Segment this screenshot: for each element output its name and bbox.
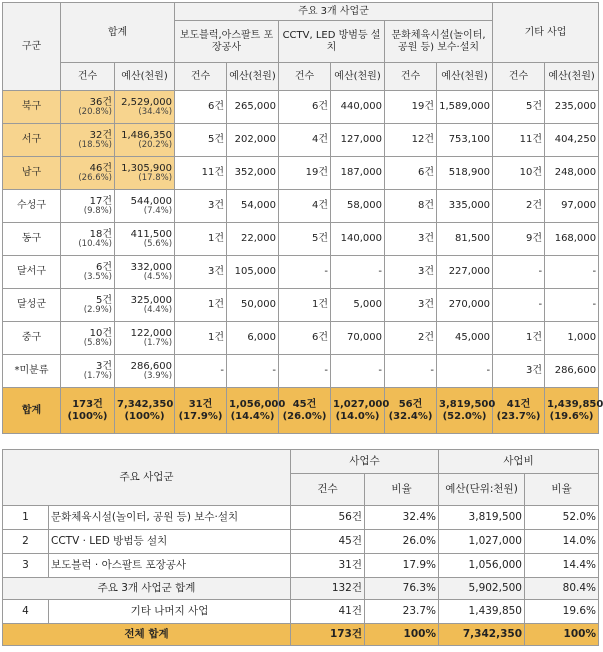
row-name: 합계 bbox=[3, 388, 61, 434]
district-row bbox=[3, 289, 599, 322]
district-row bbox=[3, 322, 599, 355]
budget-cell: 97,000 bbox=[545, 190, 599, 223]
count-cell: 6건 bbox=[385, 157, 437, 190]
header-count: 건수 bbox=[175, 63, 227, 91]
subheader-row bbox=[3, 63, 599, 91]
total-count-cell bbox=[61, 322, 115, 355]
cat2-count-pct: (26.0%) bbox=[282, 410, 327, 422]
district-row bbox=[3, 355, 599, 388]
header-total: 합계 bbox=[61, 3, 175, 63]
row-name: 달성군 bbox=[3, 289, 61, 322]
cat3-count-pct: (32.4%) bbox=[388, 410, 433, 422]
project-count: 31건 bbox=[291, 554, 365, 578]
budget-cell: 518,900 bbox=[437, 157, 493, 190]
project-budget: 1,027,000 bbox=[439, 530, 525, 554]
count-cell: 3건 bbox=[385, 256, 437, 289]
district-row bbox=[3, 223, 599, 256]
total-budget-cell bbox=[115, 256, 175, 289]
total-count-cell bbox=[61, 388, 115, 434]
cat1-budget-cell bbox=[227, 388, 286, 434]
total-budget-cell bbox=[115, 322, 175, 355]
budget-cell: 187,000 bbox=[331, 157, 385, 190]
count-cell: 10건 bbox=[493, 157, 545, 190]
count-cell: 19건 bbox=[279, 157, 331, 190]
total-count-pct: (26.6%) bbox=[78, 172, 112, 183]
budget-cell: 81,500 bbox=[437, 223, 493, 256]
count-cell: 19건 bbox=[385, 91, 437, 124]
header-count-group: 사업수 bbox=[291, 450, 439, 474]
total-budget: 122,000 bbox=[130, 327, 173, 339]
count-cell: - bbox=[279, 355, 331, 388]
budget-cell: 335,000 bbox=[437, 190, 493, 223]
total-budget: 2,529,000 bbox=[121, 96, 173, 108]
row-number: 1 bbox=[3, 506, 49, 530]
count-cell: - bbox=[493, 256, 545, 289]
count-cell: - bbox=[493, 289, 545, 322]
count-cell: 5건 bbox=[175, 124, 227, 157]
budget-cell: 265,000 bbox=[227, 91, 279, 124]
budget-cell: 404,250 bbox=[545, 124, 599, 157]
cat2-count: 45건 bbox=[292, 399, 317, 411]
total-budget-pct: (7.4%) bbox=[143, 205, 173, 216]
other-count: 41건 bbox=[506, 399, 531, 411]
grand-total-label: 전체 합계 bbox=[3, 624, 291, 646]
district-row bbox=[3, 91, 599, 124]
cat3-count-cell bbox=[385, 388, 437, 434]
budget-cell: - bbox=[227, 355, 279, 388]
budget-cell: 70,000 bbox=[331, 322, 385, 355]
count-cell: 2건 bbox=[385, 322, 437, 355]
project-budget-ratio: 14.4% bbox=[525, 554, 599, 578]
total-count-pct: (18.5%) bbox=[78, 139, 112, 150]
project-budget-ratio: 14.0% bbox=[525, 530, 599, 554]
district-row bbox=[3, 190, 599, 223]
total-budget-pct: (17.8%) bbox=[138, 172, 173, 183]
cat1-budget: 1,056,000 bbox=[229, 399, 286, 411]
cat1-budget-pct: (14.4%) bbox=[230, 410, 275, 422]
grand-total-budget-ratio: 100% bbox=[525, 624, 599, 646]
subtotal-count: 132건 bbox=[291, 578, 365, 600]
other-budget-pct: (19.6%) bbox=[549, 410, 594, 422]
header-cat3: 문화체육시설(놀이터, 공원 등) 보수·설치 bbox=[385, 21, 493, 63]
row-name: 동구 bbox=[3, 223, 61, 256]
total-budget-cell bbox=[115, 91, 175, 124]
total-budget: 7,342,350 bbox=[117, 399, 174, 411]
total-budget: 286,600 bbox=[130, 360, 173, 372]
count-cell: 3건 bbox=[385, 223, 437, 256]
project-budget: 3,819,500 bbox=[439, 506, 525, 530]
count-cell: 3건 bbox=[175, 190, 227, 223]
budget-cell: 753,100 bbox=[437, 124, 493, 157]
total-count-pct: (3.5%) bbox=[83, 271, 112, 282]
cat3-budget-pct: (52.0%) bbox=[442, 410, 487, 422]
count-cell: 5건 bbox=[493, 91, 545, 124]
cat2-budget-cell bbox=[331, 388, 390, 434]
budget-cell: 286,600 bbox=[545, 355, 599, 388]
total-count-cell bbox=[61, 124, 115, 157]
budget-cell: 140,000 bbox=[331, 223, 385, 256]
cat2-count-cell bbox=[279, 388, 331, 434]
total-budget-pct: (1.7%) bbox=[143, 337, 173, 348]
total-count-pct: (10.4%) bbox=[78, 238, 112, 249]
other-budget-ratio: 19.6% bbox=[525, 600, 599, 624]
other-budget: 1,439,850 bbox=[547, 399, 603, 411]
project-row bbox=[3, 530, 599, 554]
budget-cell: 227,000 bbox=[437, 256, 493, 289]
project-summary-table bbox=[2, 449, 599, 646]
budget-cell: 50,000 bbox=[227, 289, 279, 322]
total-budget-pct: (4.4%) bbox=[143, 304, 173, 315]
header-cost-group: 사업비 bbox=[439, 450, 599, 474]
budget-cell: 1,000 bbox=[545, 322, 599, 355]
other-ratio: 23.7% bbox=[365, 600, 439, 624]
total-count: 3건 bbox=[95, 360, 112, 372]
total-budget-cell bbox=[115, 190, 175, 223]
project-ratio: 17.9% bbox=[365, 554, 439, 578]
total-budget: 411,500 bbox=[130, 228, 173, 240]
header-main-group: 주요 3개 사업군 bbox=[175, 3, 493, 21]
project-count: 56건 bbox=[291, 506, 365, 530]
total-budget-cell bbox=[115, 355, 175, 388]
count-cell: 1건 bbox=[175, 289, 227, 322]
total-budget-cell bbox=[115, 289, 175, 322]
budget-cell: 5,000 bbox=[331, 289, 385, 322]
total-budget: 1,486,350 bbox=[121, 129, 173, 141]
total-count-pct: (100%) bbox=[67, 410, 108, 422]
total-budget: 544,000 bbox=[130, 195, 173, 207]
header-title: 주요 사업군 bbox=[3, 450, 291, 506]
total-count-pct: (9.8%) bbox=[83, 205, 112, 216]
total-count: 10건 bbox=[89, 327, 112, 339]
count-cell: 3건 bbox=[175, 256, 227, 289]
count-cell: 6건 bbox=[279, 91, 331, 124]
cat3-count: 56건 bbox=[398, 399, 423, 411]
total-count: 32건 bbox=[89, 129, 112, 141]
header-count: 건수 bbox=[385, 63, 437, 91]
budget-cell: 127,000 bbox=[331, 124, 385, 157]
header-other: 기타 사업 bbox=[493, 3, 599, 63]
other-budget: 1,439,850 bbox=[439, 600, 525, 624]
count-cell: - bbox=[385, 355, 437, 388]
other-row bbox=[3, 600, 599, 624]
count-cell: 9건 bbox=[493, 223, 545, 256]
budget-cell: 6,000 bbox=[227, 322, 279, 355]
header-count: 건수 bbox=[61, 63, 115, 91]
header-count: 건수 bbox=[493, 63, 545, 91]
budget-cell: - bbox=[331, 355, 385, 388]
header-ratio: 비율 bbox=[365, 474, 439, 506]
total-budget-pct: (20.2%) bbox=[138, 139, 173, 150]
budget-cell: 45,000 bbox=[437, 322, 493, 355]
cat1-count-cell bbox=[175, 388, 227, 434]
budget-cell: - bbox=[437, 355, 493, 388]
project-name: CCTV · LED 방범등 설치 bbox=[49, 530, 291, 554]
cat3-budget: 3,819,500 bbox=[439, 399, 496, 411]
other-count: 41건 bbox=[291, 600, 365, 624]
project-ratio: 32.4% bbox=[365, 506, 439, 530]
total-budget: 325,000 bbox=[130, 294, 173, 306]
row-name: 남구 bbox=[3, 157, 61, 190]
budget-cell: - bbox=[545, 256, 599, 289]
header-budget: 예산(천원) bbox=[437, 63, 493, 91]
count-cell: 8건 bbox=[385, 190, 437, 223]
district-row bbox=[3, 124, 599, 157]
count-cell: 6건 bbox=[279, 322, 331, 355]
other-count-cell bbox=[493, 388, 545, 434]
budget-cell: 440,000 bbox=[331, 91, 385, 124]
project-count: 45건 bbox=[291, 530, 365, 554]
grand-total-count: 173건 bbox=[291, 624, 365, 646]
total-count-cell bbox=[61, 91, 115, 124]
total-budget-pct: (5.6%) bbox=[143, 238, 173, 249]
total-count-cell bbox=[61, 289, 115, 322]
row-number: 2 bbox=[3, 530, 49, 554]
count-cell: 12건 bbox=[385, 124, 437, 157]
total-budget-pct: (4.5%) bbox=[143, 271, 173, 282]
district-row bbox=[3, 157, 599, 190]
count-cell: 4건 bbox=[279, 124, 331, 157]
header-cat2: CCTV, LED 방범등 설치 bbox=[279, 21, 385, 63]
budget-cell: 105,000 bbox=[227, 256, 279, 289]
budget-cell: 1,589,000 bbox=[437, 91, 493, 124]
total-budget: 332,000 bbox=[130, 261, 173, 273]
budget-cell: 54,000 bbox=[227, 190, 279, 223]
count-cell: 1건 bbox=[175, 322, 227, 355]
row-name: *미분류 bbox=[3, 355, 61, 388]
total-count-pct: (2.9%) bbox=[83, 304, 112, 315]
row-name: 북구 bbox=[3, 91, 61, 124]
total-count: 173건 bbox=[72, 399, 103, 411]
subtotal-ratio: 76.3% bbox=[365, 578, 439, 600]
project-row bbox=[3, 554, 599, 578]
project-budget: 1,056,000 bbox=[439, 554, 525, 578]
grand-total-budget: 7,342,350 bbox=[439, 624, 525, 646]
count-cell: 11건 bbox=[175, 157, 227, 190]
total-count: 18건 bbox=[89, 228, 112, 240]
grand-total-ratio: 100% bbox=[365, 624, 439, 646]
total-budget-cell bbox=[115, 124, 175, 157]
total-count-cell bbox=[61, 355, 115, 388]
cat2-budget: 1,027,000 bbox=[333, 399, 390, 411]
count-cell: 3건 bbox=[385, 289, 437, 322]
total-count-pct: (20.8%) bbox=[78, 106, 112, 117]
row-name: 수성구 bbox=[3, 190, 61, 223]
header-count: 건수 bbox=[291, 474, 365, 506]
total-count: 46건 bbox=[89, 162, 112, 174]
header-budget: 예산(천원) bbox=[545, 63, 599, 91]
cat1-count: 31건 bbox=[188, 399, 213, 411]
budget-cell: 58,000 bbox=[331, 190, 385, 223]
total-count: 36건 bbox=[89, 96, 112, 108]
total-count-cell bbox=[61, 157, 115, 190]
count-cell: 3건 bbox=[493, 355, 545, 388]
row-number: 3 bbox=[3, 554, 49, 578]
total-budget-pct: (100%) bbox=[124, 410, 165, 422]
total-count-cell bbox=[61, 223, 115, 256]
total-count-cell bbox=[61, 256, 115, 289]
budget-cell: 22,000 bbox=[227, 223, 279, 256]
budget-cell: - bbox=[545, 289, 599, 322]
count-cell: 11건 bbox=[493, 124, 545, 157]
project-row bbox=[3, 506, 599, 530]
project-name: 보도블럭 · 아스팔트 포장공사 bbox=[49, 554, 291, 578]
budget-cell: 202,000 bbox=[227, 124, 279, 157]
cat2-budget-pct: (14.0%) bbox=[335, 410, 380, 422]
district-budget-table bbox=[2, 2, 603, 434]
header-ratio2: 비율 bbox=[525, 474, 599, 506]
project-name: 문화체육시설(놀이터, 공원 등) 보수·설치 bbox=[49, 506, 291, 530]
budget-cell: 168,000 bbox=[545, 223, 599, 256]
row-number: 4 bbox=[3, 600, 49, 624]
district-row bbox=[3, 256, 599, 289]
total-row bbox=[3, 388, 599, 434]
total-count-pct: (5.8%) bbox=[83, 337, 112, 348]
total-budget: 1,305,900 bbox=[121, 162, 173, 174]
budget-cell: 352,000 bbox=[227, 157, 279, 190]
count-cell: 2건 bbox=[493, 190, 545, 223]
total-count-pct: (1.7%) bbox=[83, 370, 112, 381]
budget-cell: 270,000 bbox=[437, 289, 493, 322]
subtotal-label: 주요 3개 사업군 합계 bbox=[3, 578, 291, 600]
other-label: 기타 나머지 사업 bbox=[49, 600, 291, 624]
header-budget: 예산(천원) bbox=[227, 63, 279, 91]
count-cell: 4건 bbox=[279, 190, 331, 223]
count-cell: 1건 bbox=[279, 289, 331, 322]
count-cell: 1건 bbox=[175, 223, 227, 256]
count-cell: 6건 bbox=[175, 91, 227, 124]
budget-cell: - bbox=[331, 256, 385, 289]
project-ratio: 26.0% bbox=[365, 530, 439, 554]
count-cell: 5건 bbox=[279, 223, 331, 256]
row-name: 서구 bbox=[3, 124, 61, 157]
total-budget-cell bbox=[115, 157, 175, 190]
total-count: 17건 bbox=[89, 195, 112, 207]
subtotal-row bbox=[3, 578, 599, 600]
other-budget-cell bbox=[545, 388, 603, 434]
other-count-pct: (23.7%) bbox=[496, 410, 541, 422]
header-budget: 예산(단위:천원) bbox=[439, 474, 525, 506]
total-budget-pct: (34.4%) bbox=[138, 106, 173, 117]
total-budget-cell bbox=[115, 223, 175, 256]
row-name: 달서구 bbox=[3, 256, 61, 289]
header-budget: 예산(천원) bbox=[331, 63, 385, 91]
header-budget: 예산(천원) bbox=[115, 63, 175, 91]
project-budget-ratio: 52.0% bbox=[525, 506, 599, 530]
count-cell: 1건 bbox=[493, 322, 545, 355]
header-gu: 구군 bbox=[3, 3, 61, 91]
total-count: 6건 bbox=[95, 261, 112, 273]
subtotal-budget-ratio: 80.4% bbox=[525, 578, 599, 600]
header-count: 건수 bbox=[279, 63, 331, 91]
total-budget-pct: (3.9%) bbox=[143, 370, 173, 381]
header-cat1: 보도블럭,아스팔트 포장공사 bbox=[175, 21, 279, 63]
budget-cell: 248,000 bbox=[545, 157, 599, 190]
budget-cell: 235,000 bbox=[545, 91, 599, 124]
count-cell: - bbox=[175, 355, 227, 388]
total-count: 5건 bbox=[95, 294, 112, 306]
count-cell: - bbox=[279, 256, 331, 289]
total-count-cell bbox=[61, 190, 115, 223]
grand-total-row bbox=[3, 624, 599, 646]
total-budget-cell bbox=[115, 388, 175, 434]
cat1-count-pct: (17.9%) bbox=[178, 410, 223, 422]
cat3-budget-cell bbox=[437, 388, 496, 434]
row-name: 중구 bbox=[3, 322, 61, 355]
subtotal-budget: 5,902,500 bbox=[439, 578, 525, 600]
